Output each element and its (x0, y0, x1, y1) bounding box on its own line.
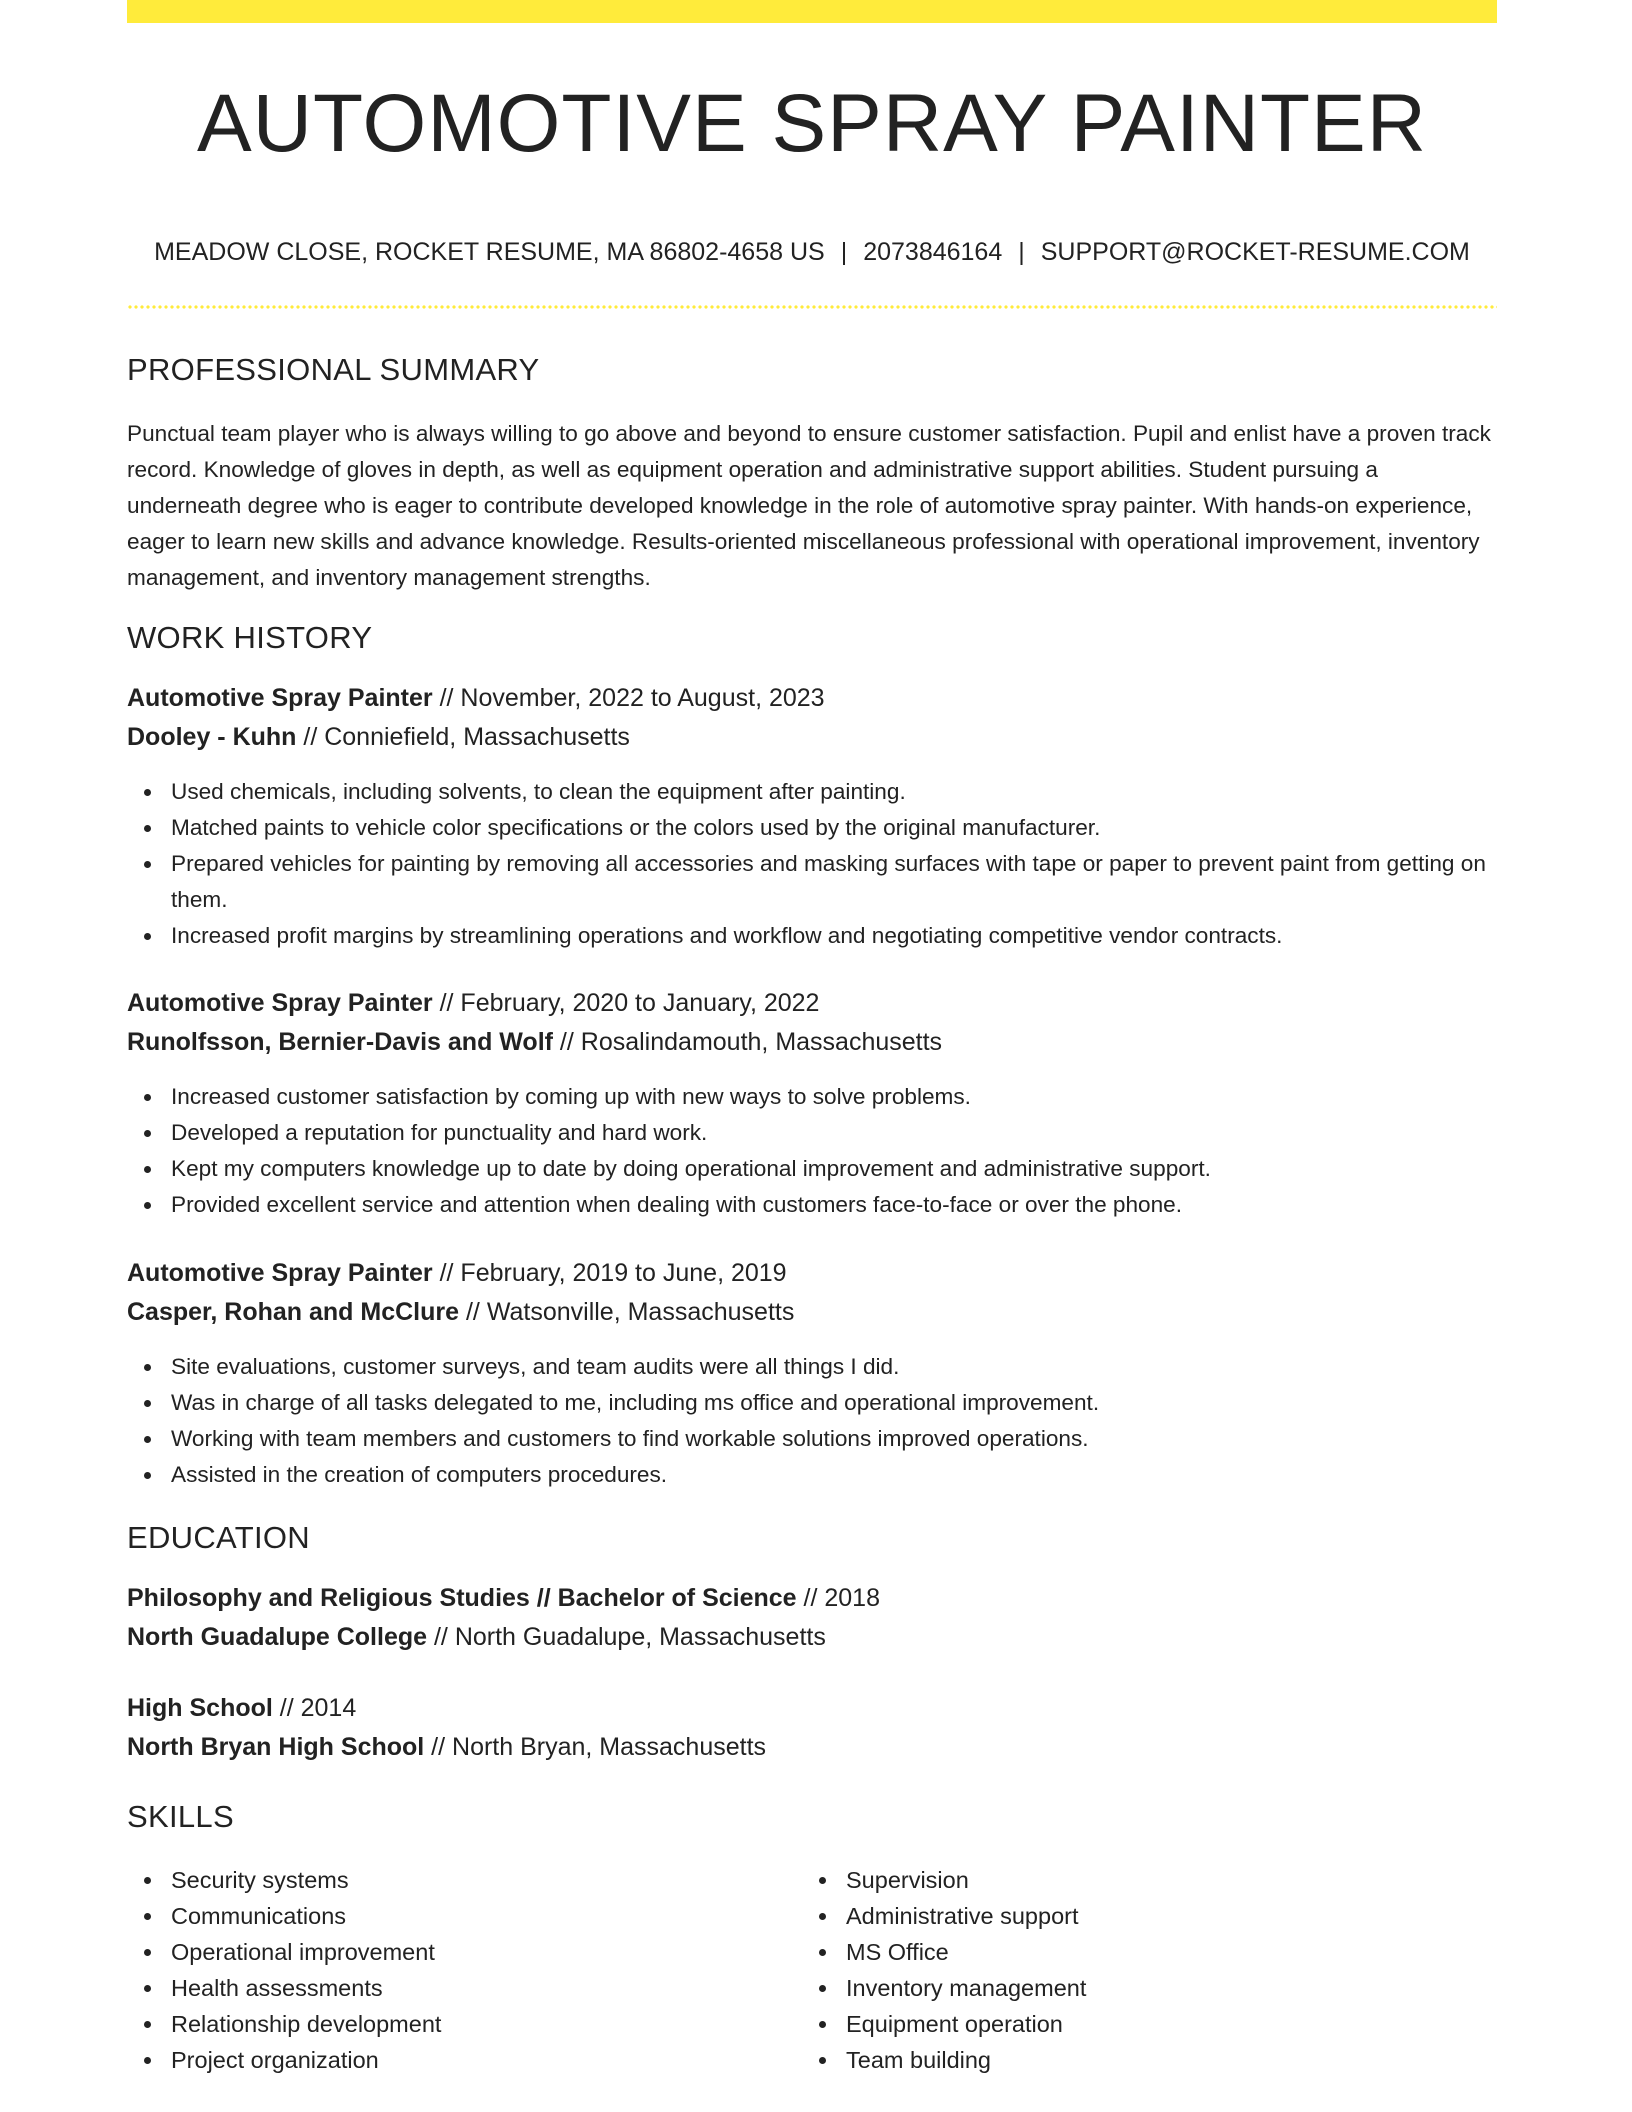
job-bullets (127, 774, 1497, 954)
dotted-divider (127, 305, 1497, 309)
skill-item: MS Office (802, 1934, 1086, 1970)
job-bullets (127, 1349, 1497, 1493)
education-school-line (127, 1733, 766, 1762)
list-item: Matched paints to vehicle color specifications or the colors used by the original manufacturer. (127, 810, 1497, 846)
job-company-line (127, 723, 630, 752)
education-school: North Guadalupe College (127, 1623, 428, 1651)
job-dates: // November, 2022 to August, 2023 (432, 684, 825, 712)
contact-email: SUPPORT@ROCKET-RESUME.COM (1040, 238, 1470, 266)
education-degree: Philosophy and Religious Studies // Bachelor of Science (127, 1584, 797, 1612)
contact-separator: | (840, 238, 848, 266)
job-company: Casper, Rohan and McClure (127, 1298, 460, 1326)
skill-item: Project organization (127, 2042, 441, 2078)
work-history-heading: WORK HISTORY (127, 620, 373, 655)
skills-list-left (127, 1862, 441, 2078)
resume-title: AUTOMOTIVE SPRAY PAINTER (197, 78, 1427, 169)
education-degree-line (127, 1694, 356, 1723)
contact-phone: 2073846164 (863, 238, 1003, 266)
job-company-line (127, 1298, 794, 1327)
job-role: Automotive Spray Painter (127, 684, 433, 712)
skill-item: Operational improvement (127, 1934, 441, 1970)
skill-item: Supervision (802, 1862, 1086, 1898)
job-company-line (127, 1028, 942, 1057)
job-dates: // February, 2020 to January, 2022 (432, 989, 820, 1017)
skill-item: Team building (802, 2042, 1086, 2078)
education-degree: High School (127, 1694, 273, 1722)
list-item: Site evaluations, customer surveys, and team audits were all things I did. (127, 1349, 1497, 1385)
summary-heading: PROFESSIONAL SUMMARY (127, 352, 540, 387)
education-year: // 2018 (796, 1584, 880, 1612)
list-item: Developed a reputation for punctuality and hard work. (127, 1115, 1497, 1151)
job-title-line (127, 989, 819, 1018)
skill-item: Health assessments (127, 1970, 441, 2006)
job-company: Dooley - Kuhn (127, 723, 297, 751)
list-item: Assisted in the creation of computers procedures. (127, 1457, 1497, 1493)
job-location: // Rosalindamouth, Massachusetts (552, 1028, 943, 1056)
list-item: Used chemicals, including solvents, to clean the equipment after painting. (127, 774, 1497, 810)
education-school: North Bryan High School (127, 1733, 425, 1761)
list-item: Working with team members and customers to find workable solutions improved operations. (127, 1421, 1497, 1457)
education-degree-line (127, 1584, 880, 1613)
skill-item: Security systems (127, 1862, 441, 1898)
skills-list-right (802, 1862, 1086, 2078)
job-title-line (127, 1259, 787, 1288)
education-school-line (127, 1623, 826, 1652)
education-location: // North Guadalupe, Massachusetts (427, 1623, 826, 1651)
job-bullets (127, 1079, 1497, 1223)
skills-heading: SKILLS (127, 1799, 234, 1834)
list-item: Provided excellent service and attention when dealing with customers face-to-face or over the phone. (127, 1187, 1497, 1223)
contact-separator: | (1018, 238, 1025, 266)
education-heading: EDUCATION (127, 1520, 310, 1555)
education-year: // 2014 (272, 1694, 357, 1722)
job-role: Automotive Spray Painter (127, 1259, 433, 1287)
skill-item: Equipment operation (802, 2006, 1086, 2042)
job-title-line (127, 684, 825, 713)
job-role: Automotive Spray Painter (127, 989, 433, 1017)
contact-line (127, 238, 1497, 267)
resume-page (127, 0, 1497, 2073)
accent-top-bar (127, 0, 1497, 23)
skill-item: Administrative support (802, 1898, 1086, 1934)
job-location: // Conniefield, Massachusetts (296, 723, 630, 751)
skill-item: Communications (127, 1898, 441, 1934)
summary-text: Punctual team player who is always willing to go above and beyond to ensure customer satisfaction. Pupil and enlist have a proven track record. Knowledge of gloves in depth, as well as equipment operation and administrative support abilities. Student pursuing a underneath degree who is eager to contribute developed knowledge in the role of automotive spray painter. With hands-on experience, eager to learn new skills and advance knowledge. Results-oriented miscellaneous professional with operational improvement, inventory management, and inventory management strengths. (127, 421, 1491, 590)
education-location: // North Bryan, Massachusetts (424, 1733, 767, 1761)
skill-item: Relationship development (127, 2006, 441, 2042)
job-location: // Watsonville, Massachusetts (459, 1298, 795, 1326)
contact-address: MEADOW CLOSE, ROCKET RESUME, MA 86802-4658 US (154, 238, 825, 266)
list-item: Was in charge of all tasks delegated to me, including ms office and operational improvement. (127, 1385, 1497, 1421)
list-item: Prepared vehicles for painting by removing all accessories and masking surfaces with tape or paper to prevent paint from getting on them. (127, 846, 1497, 918)
job-company: Runolfsson, Bernier-Davis and Wolf (127, 1028, 553, 1056)
list-item: Increased profit margins by streamlining operations and workflow and negotiating competitive vendor contracts. (127, 918, 1497, 954)
skill-item: Inventory management (802, 1970, 1086, 2006)
job-dates: // February, 2019 to June, 2019 (432, 1259, 787, 1287)
list-item: Kept my computers knowledge up to date by doing operational improvement and administrative support. (127, 1151, 1497, 1187)
list-item: Increased customer satisfaction by coming up with new ways to solve problems. (127, 1079, 1497, 1115)
